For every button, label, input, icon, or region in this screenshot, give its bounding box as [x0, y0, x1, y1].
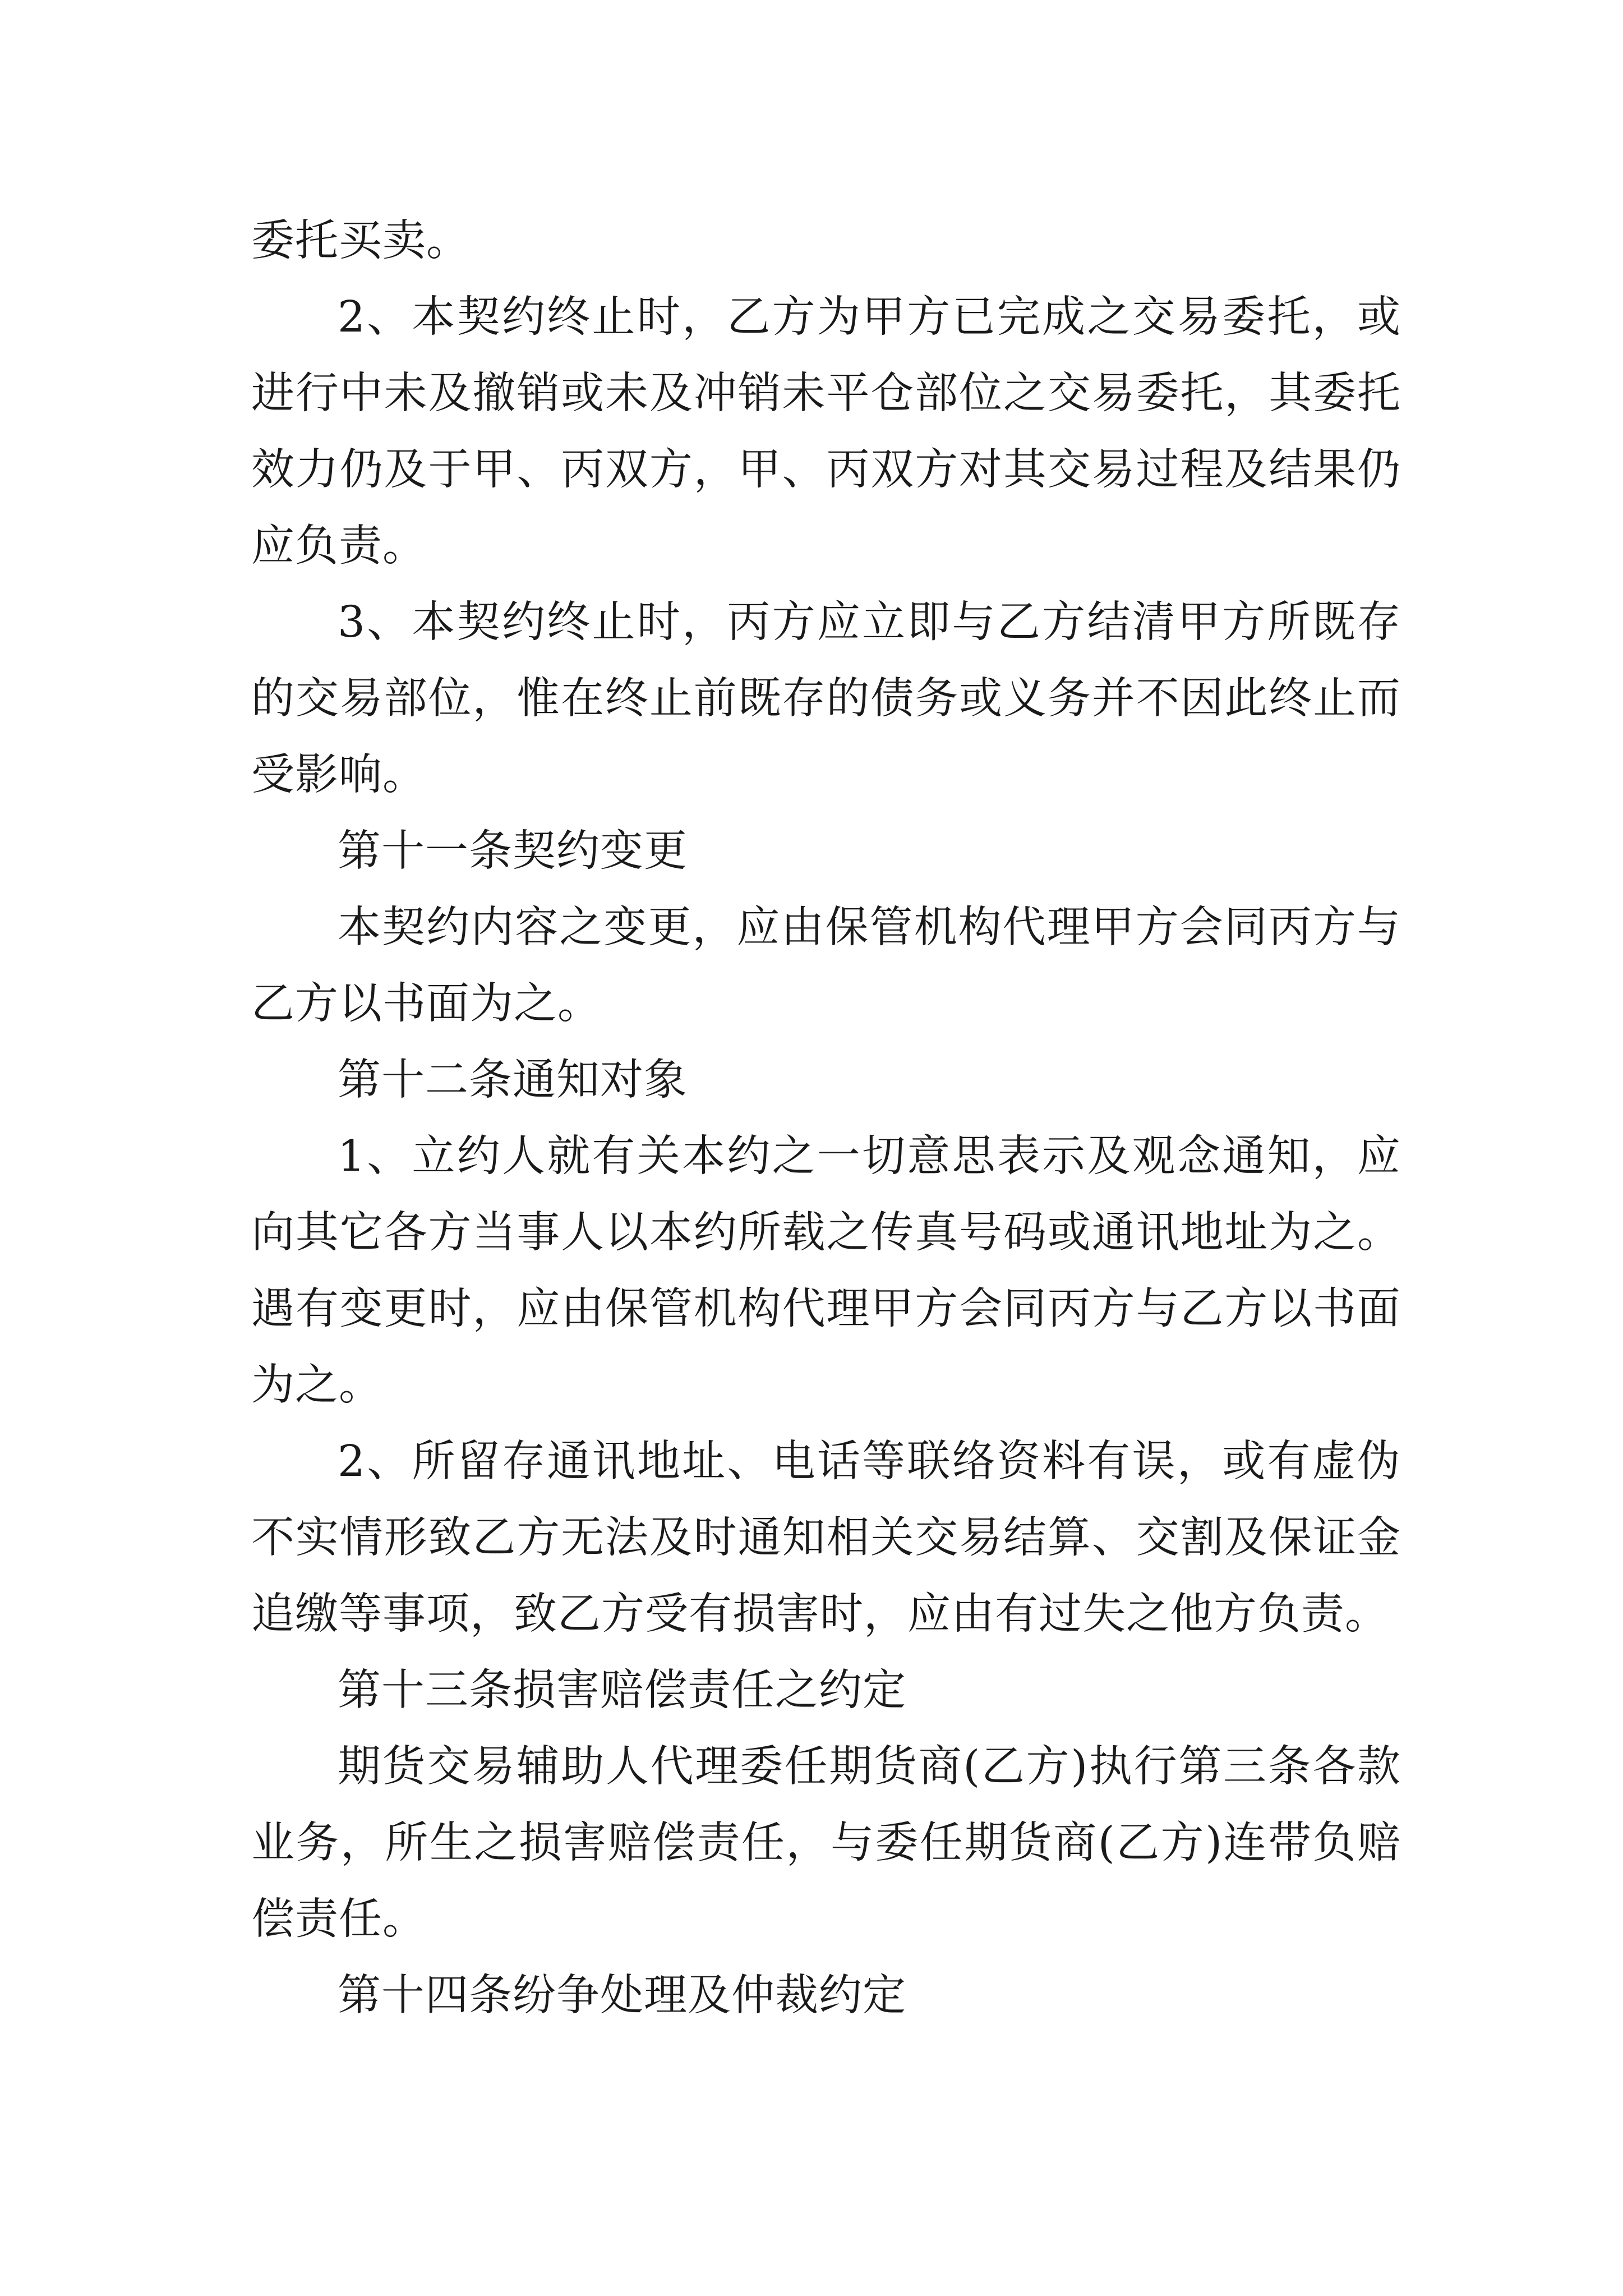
- paragraph-notice-1: 1、立约人就有关本约之一切意思表示及观念通知，应向其它各方当事人以本约所载之传真号码或通讯地址为之。遇有变更时，应由保管机构代理甲方会同丙方与乙方以书面为之。: [251, 1131, 1401, 1410]
- section-heading-11: 第十一条契约变更: [338, 826, 688, 876]
- paragraph-notice-2: 2、所留存通讯地址、电话等联络资料有误，或有虚伪不实情形致乙方无法及时通知相关交易结算、交割及保证金追缴等事项，致乙方受有损害时，应由有过失之他方负责。: [251, 1437, 1401, 1639]
- section-heading-13: 第十三条损害赔偿责任之约定: [338, 1665, 906, 1715]
- paragraph-clause-3-termination: 3、本契约终止时，丙方应立即与乙方结清甲方所既存的交易部位，惟在终止前既存的债务或义务并不因此终止而受影响。: [251, 597, 1401, 800]
- paragraph-continuation: 委托买卖。: [251, 216, 470, 266]
- section-heading-14: 第十四条纷争处理及仲裁约定: [338, 1971, 906, 2021]
- paragraph-damages: 期货交易辅助人代理委任期货商(乙方)执行第三条各款业务，所生之损害赔偿责任，与委任期货商(乙方)连带负赔偿责任。: [251, 1742, 1401, 1944]
- section-heading-12: 第十二条通知对象: [338, 1055, 688, 1105]
- paragraph-clause-2-termination: 2、本契约终止时，乙方为甲方已完成之交易委托，或进行中未及撤销或未及冲销未平仓部位之交易委托，其委托效力仍及于甲、丙双方，甲、丙双方对其交易过程及结果仍应负责。: [251, 292, 1401, 571]
- paragraph-contract-change: 本契约内容之变更，应由保管机构代理甲方会同丙方与乙方以书面为之。: [251, 903, 1401, 1029]
- document-body: [251, 203, 1401, 2034]
